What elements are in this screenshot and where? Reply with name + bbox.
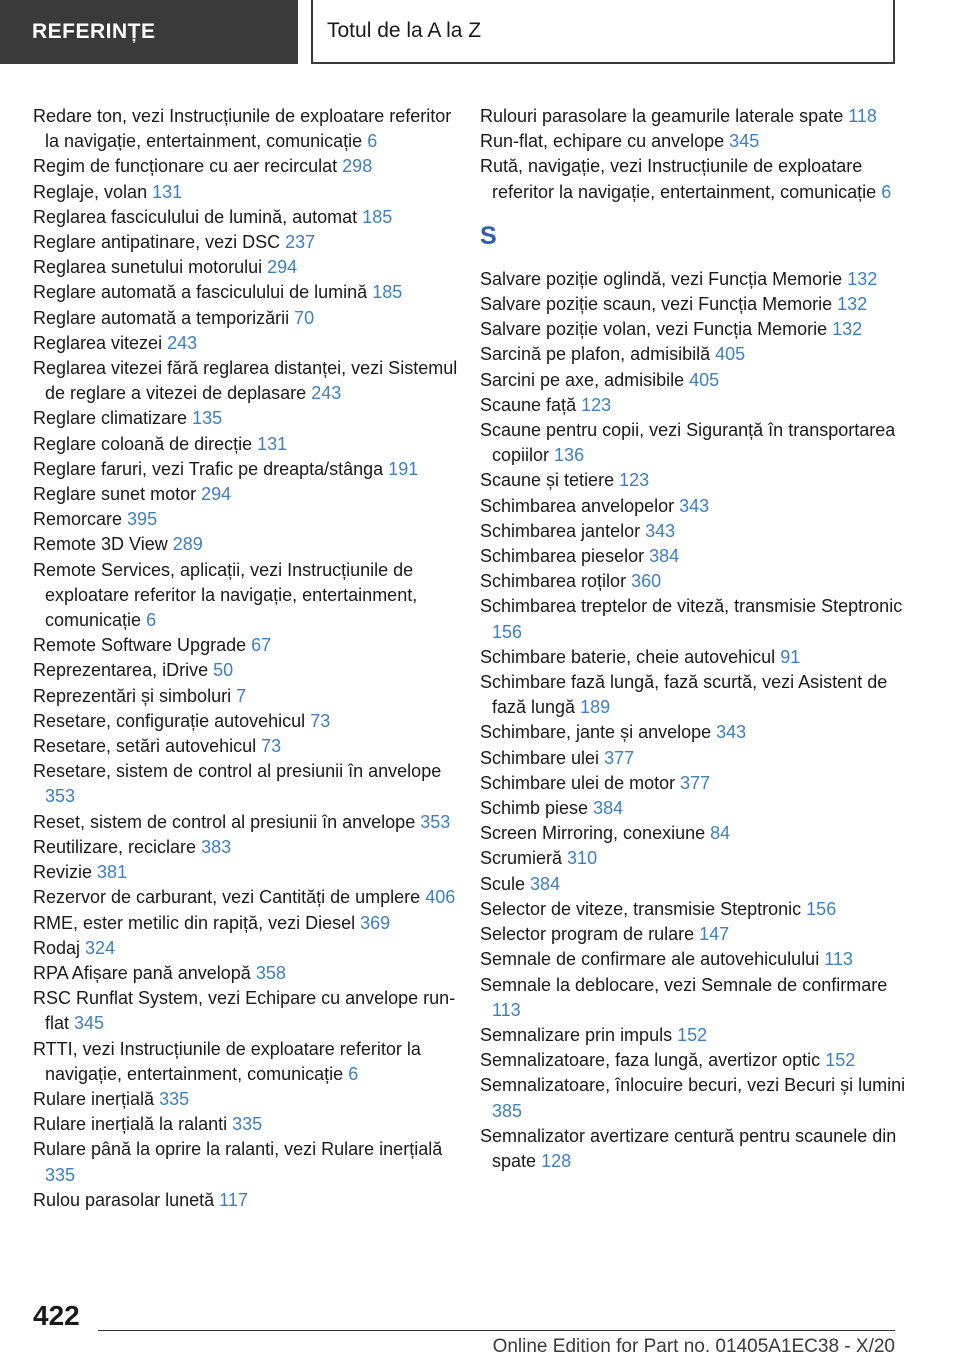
- entry-text: Rodaj: [33, 937, 81, 958]
- entry-text: Reglare automată a temporizării: [33, 307, 290, 328]
- index-entry: [480, 645, 910, 670]
- index-entry: [33, 104, 463, 154]
- entry-text: Reprezentări și simboluri: [33, 685, 232, 706]
- entry-text: Scaune pentru copii, vezi Siguranță în transportarea copiilor: [480, 420, 896, 466]
- page-reference-link[interactable]: 147: [699, 924, 730, 945]
- entry-text: Schimb piese: [480, 798, 589, 819]
- index-entry: [33, 457, 463, 482]
- entry-text: Schimbare ulei: [480, 747, 600, 768]
- page-reference-link[interactable]: 84: [710, 823, 731, 844]
- page-reference-link[interactable]: 294: [267, 257, 298, 278]
- page-reference-link[interactable]: 384: [593, 798, 624, 819]
- page-reference-link[interactable]: 136: [554, 445, 585, 466]
- entry-text: Reglare antipatinare, vezi DSC: [33, 232, 281, 253]
- index-entry: [33, 1188, 463, 1213]
- entry-text: Sarcini pe axe, admisibile: [480, 369, 685, 390]
- page-reference-link[interactable]: 384: [649, 546, 680, 567]
- index-entry: [480, 872, 910, 897]
- entry-text: Reglaje, volan: [33, 181, 148, 202]
- entry-text: Regim de funcționare cu aer recirculat: [33, 156, 338, 177]
- entry-text: Remote Services, aplicații, vezi Instrucțiunile de exploatare referitor la navigație, entertainment, comunicație: [33, 559, 418, 631]
- index-entry: [33, 558, 463, 634]
- entry-text: Reglarea sunetului motorului: [33, 257, 263, 278]
- page-reference-link[interactable]: 152: [677, 1024, 708, 1045]
- page-reference-link[interactable]: 132: [847, 268, 878, 289]
- entry-text: Selector program de rulare: [480, 924, 695, 945]
- entry-text: Reglarea vitezei: [33, 332, 163, 353]
- page-reference-link[interactable]: 377: [680, 772, 711, 793]
- entry-text: RTTI, vezi Instrucțiunile de exploatare referitor la navigație, entertainment, comunicație: [33, 1038, 421, 1084]
- index-entry: [480, 468, 910, 493]
- index-entry: [33, 633, 463, 658]
- page-reference-link[interactable]: 189: [580, 697, 611, 718]
- entry-text: Rută, navigație, vezi Instrucțiunile de exploatare referitor la navigație, entertainment, comunicație: [480, 156, 877, 202]
- page-reference-link[interactable]: 73: [261, 736, 282, 757]
- entry-text: Semnalizatoare, înlocuire becuri, vezi Becuri și lumini: [480, 1075, 906, 1096]
- page-reference-link[interactable]: 243: [167, 332, 198, 353]
- index-entry: [33, 835, 463, 860]
- entry-text: Screen Mirroring, conexiune: [480, 823, 706, 844]
- page-reference-link[interactable]: 123: [619, 470, 650, 491]
- page-reference-link[interactable]: 294: [201, 484, 232, 505]
- index-entry: [480, 670, 910, 720]
- page-reference-link[interactable]: 243: [311, 383, 342, 404]
- index-entry: [480, 519, 910, 544]
- index-entry: [480, 494, 910, 519]
- entry-text: Scaune și tetiere: [480, 470, 615, 491]
- index-entry: [480, 947, 910, 972]
- page-reference-link[interactable]: 335: [232, 1114, 263, 1135]
- index-entry: [33, 154, 463, 179]
- entry-text: Sarcină pe plafon, admisibilă: [480, 344, 711, 365]
- entry-text: Schimbarea anvelopelor: [480, 495, 675, 516]
- index-entry: [33, 255, 463, 280]
- page-reference-link[interactable]: 310: [567, 848, 598, 869]
- page-reference-link[interactable]: 6: [367, 131, 378, 152]
- page-reference-link[interactable]: 67: [251, 635, 272, 656]
- index-entry: [33, 331, 463, 356]
- page-reference-link[interactable]: 343: [716, 722, 747, 743]
- index-entry: [480, 569, 910, 594]
- index-entry: [33, 759, 463, 809]
- index-entry: [480, 973, 910, 1023]
- entry-text: Semnale de confirmare ale autovehiculului: [480, 949, 820, 970]
- page-reference-link[interactable]: 113: [492, 999, 521, 1020]
- entry-text: Schimbare ulei de motor: [480, 772, 676, 793]
- entry-text: Rezervor de carburant, vezi Cantități de umplere: [33, 887, 421, 908]
- index-entry: [480, 368, 910, 393]
- index-entry: [480, 746, 910, 771]
- entry-text: Selector de viteze, transmisie Steptronic: [480, 898, 802, 919]
- index-entry: [33, 1087, 463, 1112]
- page-reference-link[interactable]: 335: [159, 1088, 190, 1109]
- entry-text: Rulare inerțială: [33, 1088, 155, 1109]
- index-entry: [33, 1037, 463, 1087]
- entry-text: Remote Software Upgrade: [33, 635, 247, 656]
- page-reference-link[interactable]: 191: [388, 458, 419, 479]
- index-entry: [33, 684, 463, 709]
- index-entry: [33, 482, 463, 507]
- page-reference-link[interactable]: 156: [492, 621, 523, 642]
- entry-text: Resetare, sistem de control al presiunii în anvelope: [33, 761, 442, 782]
- page-reference-link[interactable]: 132: [832, 319, 863, 340]
- entry-text: Rulare până la oprire la ralanti, vezi Rulare inerțială: [33, 1139, 443, 1160]
- entry-text: Rulare inerțială la ralanti: [33, 1114, 228, 1135]
- entry-text: Reprezentarea, iDrive: [33, 660, 209, 681]
- section-letter: S: [480, 221, 497, 250]
- index-entry: [480, 846, 910, 871]
- index-entry: [480, 317, 910, 342]
- page-reference-link[interactable]: 132: [837, 294, 868, 315]
- index-entry: [480, 393, 910, 418]
- index-entry: [33, 885, 463, 910]
- entry-text: Rulou parasolar lunetă: [33, 1189, 215, 1210]
- page-reference-link[interactable]: 131: [152, 181, 183, 202]
- index-entry: [480, 104, 910, 129]
- entry-text: Salvare poziție volan, vezi Funcția Memorie: [480, 319, 828, 340]
- entry-text: Schimbarea roților: [480, 571, 627, 592]
- page-reference-link[interactable]: 298: [342, 156, 373, 177]
- index-entry: [480, 342, 910, 367]
- entry-text: Scrumieră: [480, 848, 563, 869]
- index-column-right: [480, 104, 910, 1174]
- entry-text: Reglare faruri, vezi Trafic pe dreapta/stânga: [33, 458, 384, 479]
- index-entry: [33, 860, 463, 885]
- page-reference-link[interactable]: 343: [645, 520, 676, 541]
- page-reference-link[interactable]: 6: [146, 610, 157, 631]
- entry-text: Schimbare, jante și anvelope: [480, 722, 712, 743]
- entry-text: Reglarea vitezei fără reglarea distanței, vezi Sistemul de reglare a vitezei de deplasare: [33, 358, 458, 404]
- page-reference-link[interactable]: 185: [372, 282, 403, 303]
- page-reference-link[interactable]: 50: [213, 660, 234, 681]
- page-reference-link[interactable]: 345: [74, 1013, 105, 1034]
- entry-text: RSC Runflat System, vezi Echipare cu anvelope run-flat: [33, 988, 456, 1034]
- index-entry: [33, 961, 463, 986]
- page-reference-link[interactable]: 113: [824, 949, 853, 970]
- index-entry: [33, 356, 463, 406]
- page-reference-link[interactable]: 377: [604, 747, 635, 768]
- page-reference-link[interactable]: 237: [285, 232, 316, 253]
- page-reference-link[interactable]: 6: [348, 1063, 359, 1084]
- index-entry: [33, 230, 463, 255]
- entry-text: Resetare, setări autovehicul: [33, 736, 257, 757]
- page-reference-link[interactable]: 135: [192, 408, 223, 429]
- page-reference-link[interactable]: 118: [848, 106, 877, 126]
- entry-text: Scule: [480, 873, 526, 894]
- page-reference-link[interactable]: 289: [172, 534, 203, 555]
- page-reference-link[interactable]: 395: [127, 509, 158, 530]
- entry-text: Rulouri parasolare la geamurile laterale spate: [480, 106, 844, 126]
- index-entry: [33, 280, 463, 305]
- index-entry: [33, 986, 463, 1036]
- page-reference-link[interactable]: 385: [492, 1100, 523, 1121]
- index-entry: [33, 810, 463, 835]
- footer-divider: [98, 1330, 895, 1331]
- page-reference-link[interactable]: 405: [715, 344, 746, 365]
- page-header: [0, 0, 960, 66]
- page-reference-link[interactable]: 345: [729, 131, 760, 152]
- index-entry: [33, 911, 463, 936]
- page-reference-link[interactable]: 123: [581, 394, 612, 415]
- page-reference-link[interactable]: 117: [219, 1189, 248, 1210]
- index-entry: [480, 1124, 910, 1174]
- page-reference-link[interactable]: 73: [310, 710, 331, 731]
- entry-text: Reglarea fasciculului de lumină, automat: [33, 206, 358, 227]
- page-reference-link[interactable]: 70: [294, 307, 315, 328]
- entry-text: Reutilizare, reciclare: [33, 836, 197, 857]
- index-entry: [480, 594, 910, 644]
- index-entry: [480, 796, 910, 821]
- entry-text: Reglare sunet motor: [33, 484, 197, 505]
- page-reference-link[interactable]: 6: [881, 181, 892, 202]
- entry-text: Remorcare: [33, 509, 123, 530]
- index-entry: [33, 936, 463, 961]
- page-reference-link[interactable]: 7: [236, 685, 247, 706]
- entry-text: RPA Afișare pană anvelopă: [33, 962, 251, 983]
- entry-text: Run-flat, echipare cu anvelope: [480, 131, 725, 152]
- index-entry: [480, 922, 910, 947]
- index-entry: [480, 154, 910, 204]
- index-entry: [480, 1048, 910, 1073]
- index-entry: [33, 432, 463, 457]
- index-entry: [33, 1137, 463, 1187]
- index-column-left: [33, 104, 463, 1213]
- page-number: 422: [33, 1300, 80, 1331]
- index-entry: [480, 1023, 910, 1048]
- entry-text: Semnalizatoare, faza lungă, avertizor optic: [480, 1050, 821, 1071]
- entry-text: Reset, sistem de control al presiunii în anvelope: [33, 811, 416, 832]
- entry-text: Semnale la deblocare, vezi Semnale de confirmare: [480, 974, 888, 995]
- entry-text: Resetare, configurație autovehicul: [33, 710, 306, 731]
- page-reference-link[interactable]: 152: [825, 1050, 856, 1071]
- entry-text: Salvare poziție scaun, vezi Funcția Memorie: [480, 294, 833, 315]
- section-tab: REFERINȚE: [0, 0, 298, 64]
- index-entry: [480, 771, 910, 796]
- index-entry: [480, 129, 910, 154]
- index-entry: [33, 306, 463, 331]
- index-entry: [33, 532, 463, 557]
- index-entry: [480, 821, 910, 846]
- entry-text: Schimbarea pieselor: [480, 546, 645, 567]
- entry-text: Revizie: [33, 862, 93, 883]
- entry-text: Reglare climatizare: [33, 408, 188, 429]
- entry-text: Schimbarea jantelor: [480, 520, 641, 541]
- index-entry: [33, 507, 463, 532]
- entry-text: Semnalizare prin impuls: [480, 1024, 673, 1045]
- page-reference-link[interactable]: 360: [631, 571, 662, 592]
- index-entry: [480, 1073, 910, 1123]
- index-entry: [33, 709, 463, 734]
- page-reference-link[interactable]: 343: [679, 495, 710, 516]
- index-entry: [480, 897, 910, 922]
- page-reference-link[interactable]: 405: [689, 369, 720, 390]
- page-reference-link[interactable]: 358: [255, 962, 286, 983]
- entry-text: Schimbare fază lungă, fază scurtă, vezi Asistent de fază lungă: [480, 672, 888, 718]
- entry-text: Scaune față: [480, 394, 577, 415]
- page-reference-link[interactable]: 369: [360, 912, 391, 933]
- page-reference-link[interactable]: 91: [780, 646, 801, 667]
- page-reference-link[interactable]: 335: [45, 1164, 76, 1185]
- entry-text: Remote 3D View: [33, 534, 168, 555]
- index-entry: [480, 418, 910, 468]
- page-reference-link[interactable]: 185: [362, 206, 393, 227]
- page-reference-link[interactable]: 353: [45, 786, 76, 807]
- entry-text: Schimbarea treptelor de viteză, transmisie Steptronic: [480, 596, 903, 617]
- page-reference-link[interactable]: 353: [420, 811, 451, 832]
- entry-text: Reglare coloană de direcție: [33, 433, 253, 454]
- page-reference-link[interactable]: 406: [425, 887, 456, 908]
- entry-text: Semnalizator avertizare centură pentru scaunele din spate: [480, 1125, 897, 1171]
- entry-text: RME, ester metilic din rapiță, vezi Diesel: [33, 912, 356, 933]
- page-reference-link[interactable]: 384: [530, 873, 561, 894]
- page-reference-link[interactable]: 324: [85, 937, 116, 958]
- entry-text: Schimbare baterie, cheie autovehicul: [480, 646, 776, 667]
- page-reference-link[interactable]: 381: [97, 862, 128, 883]
- entry-text: Salvare poziție oglindă, vezi Funcția Memorie: [480, 268, 843, 289]
- index-entry: [33, 205, 463, 230]
- index-entry: [33, 180, 463, 205]
- entry-text: Reglare automată a fasciculului de lumină: [33, 282, 368, 303]
- entry-text: Redare ton, vezi Instrucțiunile de exploatare referitor la navigație, entertainment, comunicație: [33, 106, 452, 152]
- index-entry: [480, 720, 910, 745]
- header-title: Totul de la A la Z: [311, 0, 895, 64]
- index-entry: [480, 544, 910, 569]
- page-reference-link[interactable]: 383: [201, 836, 232, 857]
- index-entry: [480, 292, 910, 317]
- index-entry: [33, 406, 463, 431]
- page-reference-link[interactable]: 128: [541, 1150, 572, 1171]
- index-entry: [33, 1112, 463, 1137]
- index-entry: [480, 267, 910, 292]
- page-reference-link[interactable]: 131: [257, 433, 288, 454]
- index-entry: [33, 658, 463, 683]
- page-reference-link[interactable]: 156: [806, 898, 837, 919]
- edition-footer: Online Edition for Part no. 01405A1EC38 - X/20: [492, 1336, 895, 1357]
- index-entry: [33, 734, 463, 759]
